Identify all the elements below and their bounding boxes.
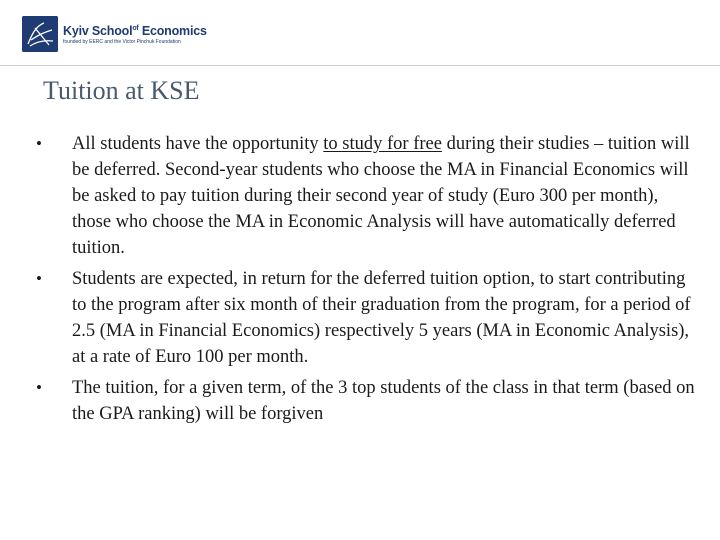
logo-name: Kyiv School$^{of}$ Economics: [63, 24, 207, 38]
logo-text: [63, 22, 207, 46]
study-for-free-link[interactable]: to study for free: [323, 134, 442, 154]
kse-logo: [22, 16, 207, 52]
bullet-item: [36, 266, 700, 370]
kse-monogram-icon: [22, 16, 58, 52]
bullet-item: [36, 375, 700, 427]
header-divider: [0, 65, 720, 66]
bullet-list: [36, 131, 700, 432]
bullet-text: Students are expected, in return for the deferred tuition option, to start contributing to the program after six month of their graduation from the program, for a period of 2.5 (MA in Financial Economics) respectively 5 years (MA in Economic Analysis), at a rate of Euro 100 per month.: [72, 269, 691, 367]
slide-title: Tuition at KSE: [43, 76, 200, 105]
logo-tagline: founded by EERC and the Victor Pinchuk Foundation: [63, 39, 181, 45]
bullet-icon: •: [36, 134, 42, 153]
bullet-text: All students have the opportunity to study for free during their studies – tuition will be deferred. Second-year students who choose the MA in Financial Economics will be asked to pay tuition during their second year of study (Euro 300 per month), those who choose the MA in Economic Analysis will have automatically deferred tuition.: [72, 134, 690, 258]
bullet-icon: •: [36, 378, 42, 397]
bullet-icon: •: [36, 269, 42, 288]
bullet-item: [36, 131, 700, 261]
bullet-text: The tuition, for a given term, of the 3 top students of the class in that term (based on the GPA ranking) will be forgiven: [72, 378, 695, 424]
